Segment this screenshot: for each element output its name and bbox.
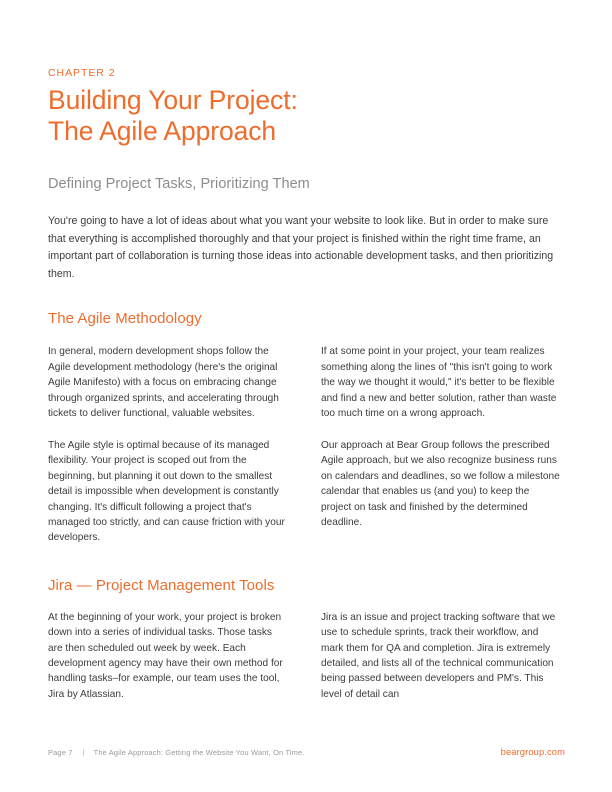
footer-page-number: Page 7 — [48, 748, 73, 757]
page-footer — [48, 746, 565, 758]
page-title-line-2: The Agile Approach — [48, 116, 277, 146]
intro-paragraph: You're going to have a lot of ideas about what you want your website to look like. But in order to make sure that everything is accomplished thoroughly and that your project is finished within the right time frame, an important part of collaboration is turning those ideas into actionable development tasks, and then prioritizing them. — [48, 215, 554, 280]
left-column — [48, 610, 289, 702]
paragraph: Our approach at Bear Group follows the prescribed Agile approach, but we also recognize business runs on calendars and deadlines, so we follow a milestone calendar that enables us (and you) to keep the project on task and finished by the determined deadline. — [321, 439, 560, 528]
page-title-line-1: Building Your Project: — [48, 85, 298, 115]
chapter-label: CHAPTER 2 — [48, 67, 116, 79]
section-heading-jira: Jira — Project Management Tools — [48, 576, 275, 594]
section-heading-agile-methodology: The Agile Methodology — [48, 310, 202, 328]
footer-running-title: The Agile Approach: Getting the Website You Want, On Time. — [93, 748, 305, 757]
paragraph: If at some point in your project, your team realizes something along the lines of "this isn't going to work the way we thought it would," it's better to be flexible and find a new and better solution, rather than waste too much time on a wrong approach. — [321, 346, 557, 419]
paragraph: At the beginning of your work, your project is broken down into a series of individual tasks. Those tasks are then scheduled out week by week. Each development agency may have their own method for handling tasks–for example, our team uses the tool, Jira by Atlassian. — [48, 611, 283, 700]
footer-brand-url[interactable]: beargroup.com — [500, 746, 565, 757]
section-agile-methodology — [48, 309, 566, 545]
footer-left-group — [48, 748, 305, 758]
page-content — [48, 66, 566, 702]
footer-separator: | — [82, 748, 85, 757]
left-column — [48, 344, 289, 545]
page-subtitle: Defining Project Tasks, Prioritizing Them — [48, 176, 310, 192]
section-columns — [48, 344, 566, 545]
right-column — [321, 610, 562, 702]
paragraph: In general, modern development shops follow the Agile development methodology (here's the original Agile Manifesto) with a focus on embracing change through organized sprints, and accelerating through tickets to deliver functional, valuable websites. — [48, 346, 279, 419]
page-title — [48, 85, 566, 147]
section-columns — [48, 610, 566, 702]
right-column — [321, 344, 562, 545]
paragraph: The Agile style is optimal because of its managed flexibility. Your project is scoped out from the beginning, but planning it out down to the smallest detail is impossible when development is constantly changing. It's difficult following a project that's managed too strictly, and can cause friction with your developers. — [48, 439, 285, 544]
section-jira — [48, 576, 566, 702]
paragraph: Jira is an issue and project tracking software that we use to schedule sprints, track their workflow, and mark them for QA and completion. Jira is extremely detailed, and lists all of the technical communication being passed between developers and PM's. This level of detail can — [321, 611, 556, 700]
